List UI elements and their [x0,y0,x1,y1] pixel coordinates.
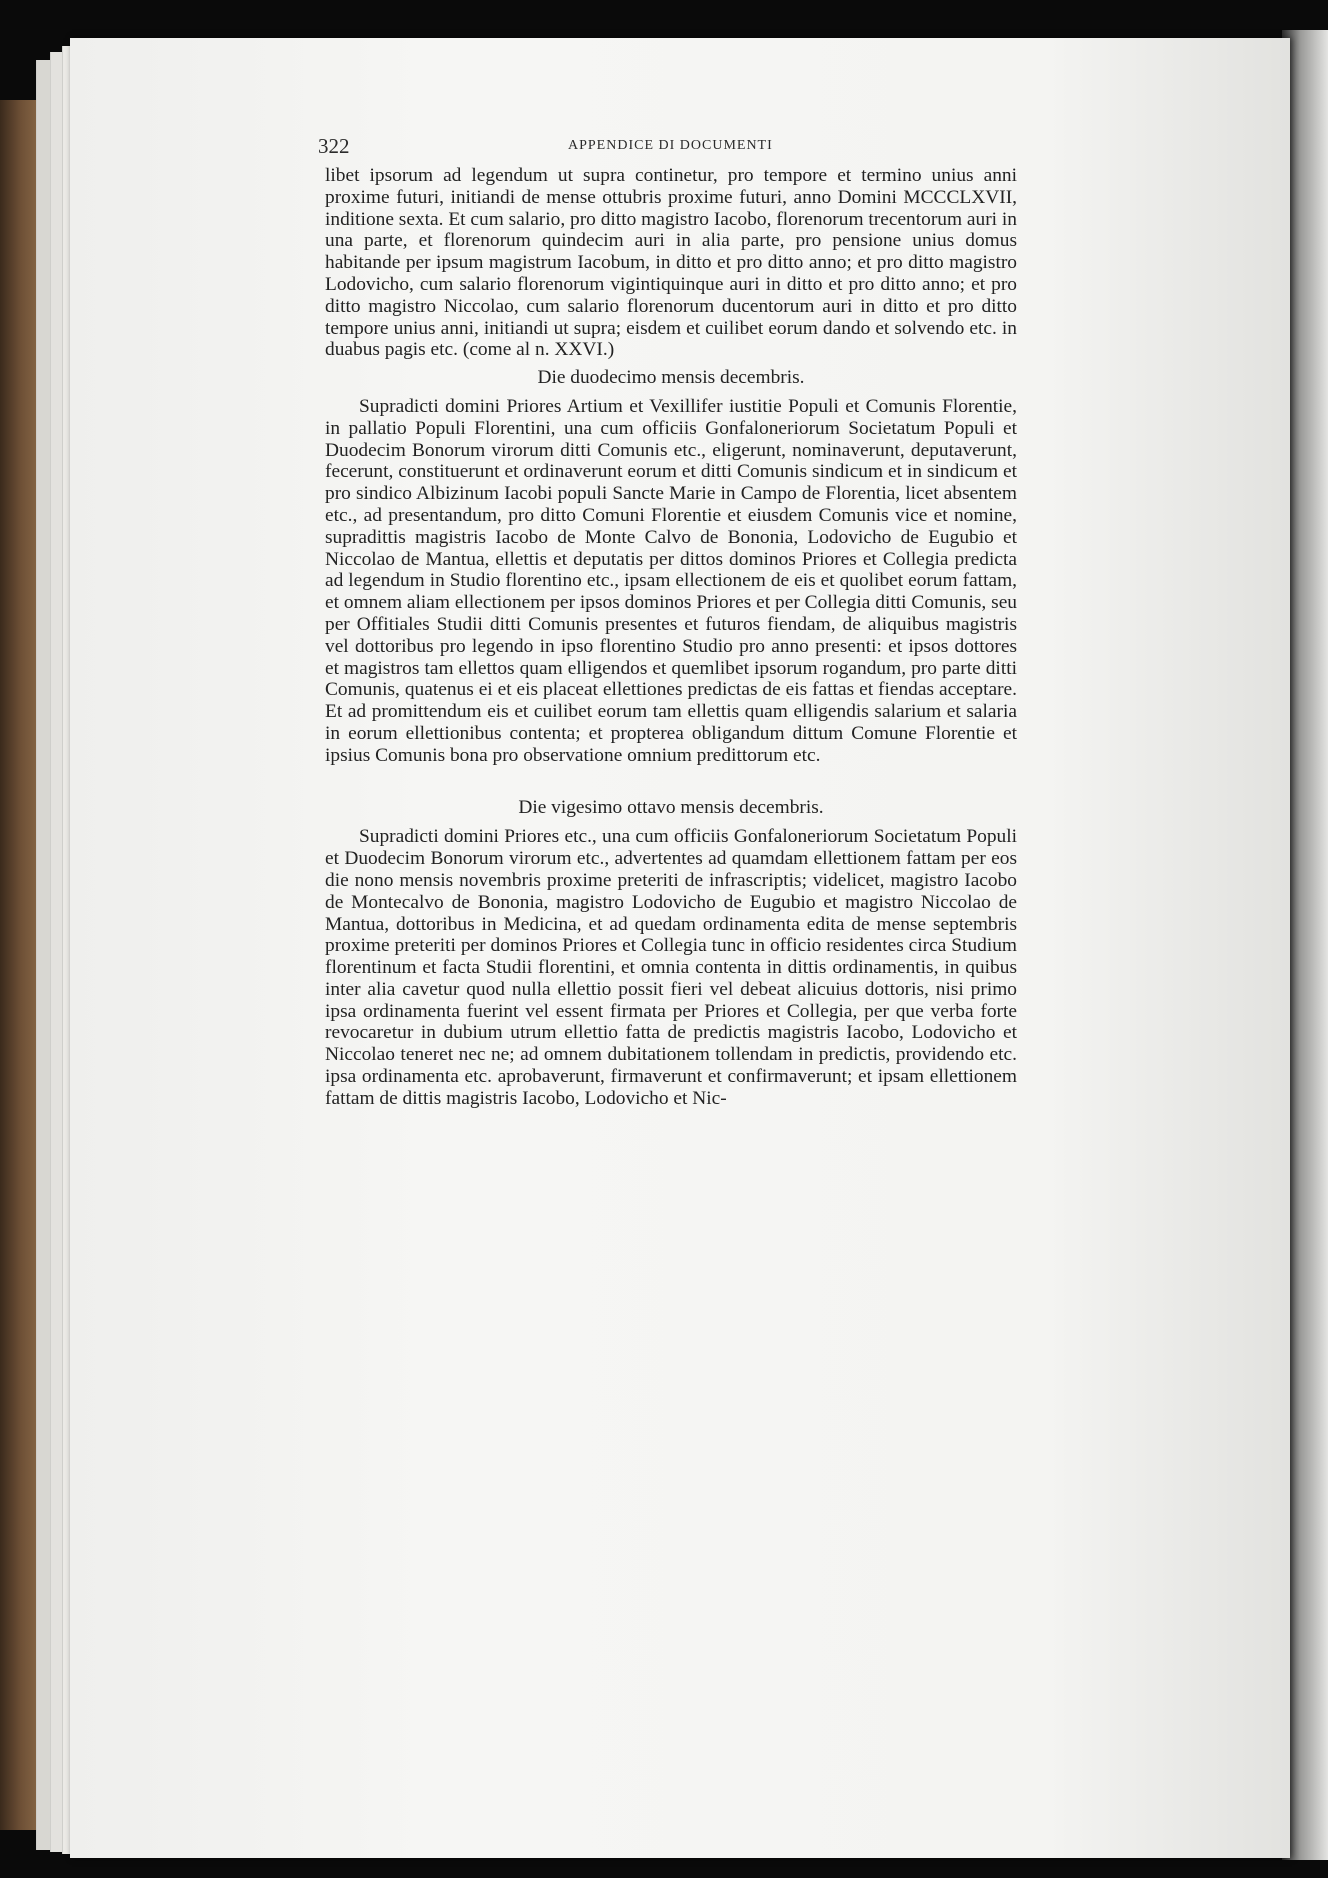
document-body [325,165,1017,1110]
section-heading: Die duodecimo mensis decembris. [537,367,805,389]
section-heading: Die vigesimo ottavo mensis decembris. [518,796,824,818]
paragraph: Supradicti domini Priores Artium et Vexillifer iustitie Populi et Comunis Florentie, in pallatio Populi Florentini, una cum officiis Gonfaloneriorum Societatum Populi et Duodecim Bonorum virorum ditti Comunis etc., eligerunt, nominaverunt, deputaverunt, fecerunt, constituerunt et ordinaverunt eorum et ditti Comunis sindicum et in sindicum et pro sindico Albizinum Iacobi populi Sancte Marie in Campo de Florentia, licet absentem etc., ad presentandum, pro ditto Comuni Florentie et eiusdem Comunis vice et nomine, supradittis magistris Iacobo de Monte Calvo de Bononia, Lodovicho de Eugubio et Niccolao de Mantua, ellettis et deputatis per dittos dominos Priores et Collegia predicta ad legendum in Studio florentino etc., ipsam ellectionem de eis et quolibet eorum fattam, et omnem aliam ellectionem per ipsos dominos Priores et per Collegia ditti Comunis, seu per Offitiales Studii ditti Comunis presentes et futuros fiendam, de aliquibus magistris vel dottoribus pro legendo in ipso florentino Studio pro anno presenti: et ipsos dottores et magistros tam ellettos quam elligendos et quemlibet ipsorum rogandum, pro parte ditti Comunis, quatenus ei et eis placeat ellettiones predictas de eis fattas et fiendas acceptare. Et ad promittendum eis et cuilibet eorum tam ellettis quam elligendis salarium et salaria in eorum ellettionibus contenta; et propterea obligandum dittum Comune Florentie et ipsius Comunis bona pro observatione omnium predittorum etc. [325,395,1017,766]
paragraph: Supradicti domini Priores etc., una cum officiis Gonfaloneriorum Societatum Populi et Duodecim Bonorum virorum etc., advertentes ad quamdam ellettionem fattam per eos die nono mensis novembris proxime preteriti de infrascriptis; videlicet, magistro Iacobo de Montecalvo de Bononia, magistro Lodovicho de Eugubio et magistro Niccolao de Mantua, dottoribus in Medicina, et ad quedam ordinamenta edita de mense septembris proxime preteriti per dominos Priores et Collegia tunc in officio residentes circa Studium florentinum et facta Studii florentini, et omnia contenta in dittis ordinamentis, in quibus inter alia cavetur quod nulla ellettio possit fieri vel debeat alicuius dottoris, nisi primo ipsa ordinamenta fuerint vel essent firmata per Priores et Collegia, per que verba forte revocaretur in dubium utrum ellettio fatta de predictis magistris Iacobo, Lodovicho et Niccolao teneret nec ne; ad omnem dubitationem tollendam in predictis, providendo etc. ipsa ordinamenta etc. aprobaverunt, firmaverunt et confirmaverunt; et ipsam ellettionem fattam de dittis magistris Iacobo, Lodovicho et Nic- [325,826,1017,1109]
running-title: APPENDICE DI DOCUMENTI [568,138,773,153]
page-number: 322 [318,134,350,158]
page-header [318,134,1218,164]
paragraph: libet ipsorum ad legendum ut supra continetur, pro tempore et termino unius anni proxime futuri, initiandi de mense ottubris proxime futuri, anno Domini MCCCLXVII, inditione sexta. Et cum salario, pro ditto magistro Iacobo, florenorum trecentorum auri in una parte, et florenorum quindecim auri in alia parte, pro pensione unius domus habitande per ipsum magistrum Iacobum, in ditto et pro ditto anno; et pro ditto magistro Lodovicho, cum salario florenorum vigintiquinque auri in ditto et pro ditto anno; et pro ditto magistro Niccolao, cum salario florenorum ducentorum auri in ditto et pro ditto tempore unius anni, initiandi ut supra; eisdem et cuilibet eorum dando et solvendo etc. in duabus pagis etc. (come al n. XXVI.) [325,165,1017,361]
